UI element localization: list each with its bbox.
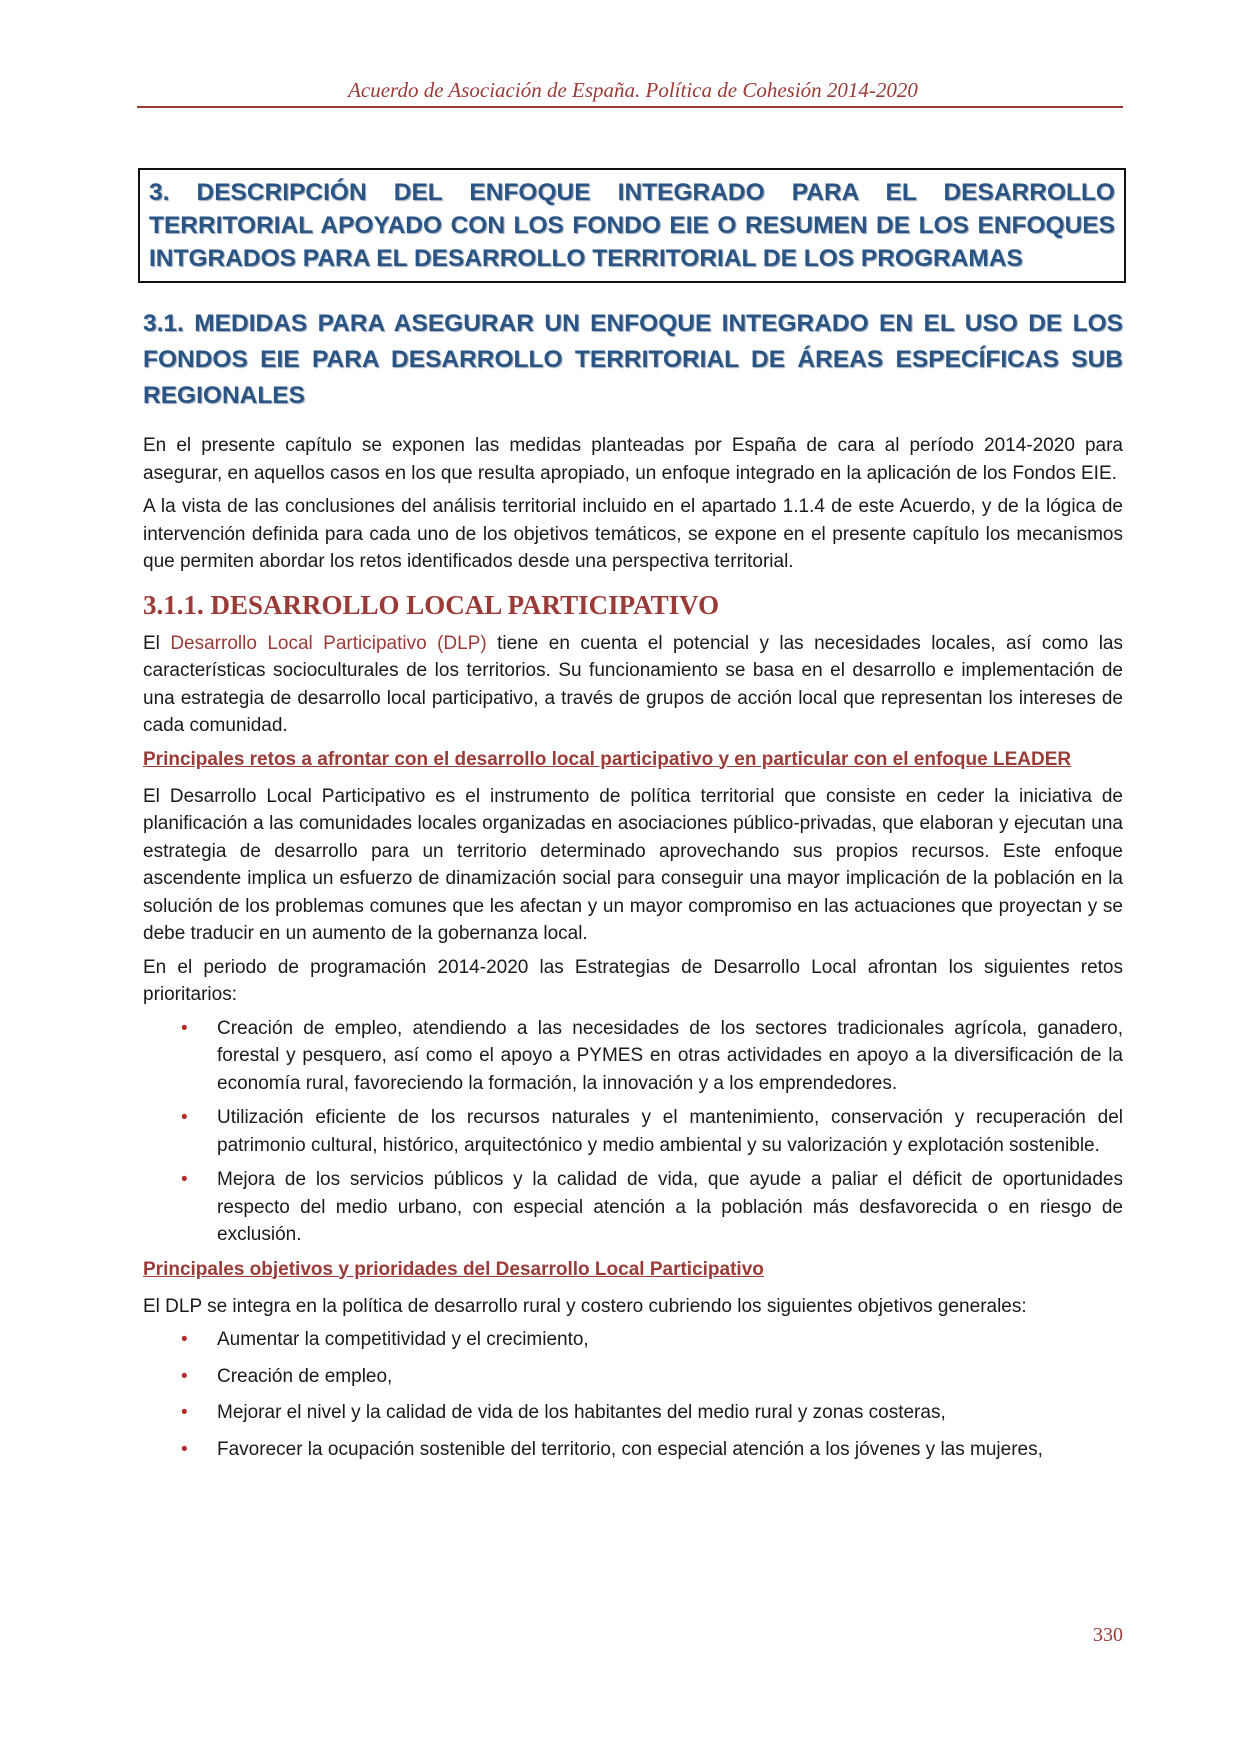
objetivos-heading: Principales objetivos y prioridades del Desarrollo Local Participativo (143, 1258, 764, 1280)
section-paragraph-1: En el presente capítulo se exponen las medidas planteadas por España de cara al período 2014-2020 para asegurar, en aquellos casos en los que resulta apropiado, un enfoque integrado en la aplicación de los Fondos EIE. (143, 435, 1123, 484)
objetivos-lead: El DLP se integra en la política de desarrollo rural y costero cubriendo los siguientes objetivos generales: (143, 1295, 1027, 1317)
retos-lead: En el periodo de programación 2014-2020 las Estrategias de Desarrollo Local afrontan los siguientes retos prioritarios: (143, 956, 1123, 1005)
intro-rest: tiene en cuenta el potencial y las necesidades locales, así como las características socioculturales de los territorios. Su funcionamiento se basa en el desarrollo e implementación de una estrategia de desarrollo local participativo, a través de grupos de acción local que representan los intereses de cada comunidad. (143, 632, 1123, 736)
list-item-text: Mejora de los servicios públicos y la calidad de vida, que ayude a paliar el déficit de oportunidades respecto del medio urbano, con especial atención a la población más desfavorecida o en riesgo de exclusión. (217, 1169, 1123, 1245)
retos-heading: Principales retos a afrontar con el desarrollo local participativo y en particular con el enfoque LEADER (143, 748, 1072, 770)
list-item (143, 1104, 1123, 1159)
list-item-text: Utilización eficiente de los recursos naturales y el mantenimiento, conservación y recuperación del patrimonio cultural, histórico, arquitectónico y medio ambiental y su valorización y explotación sostenible. (217, 1107, 1123, 1156)
header-rule (137, 106, 1123, 108)
bullet-icon: • (181, 1438, 188, 1460)
running-header: Acuerdo de Asociación de España. Política de Cohesión 2014-2020 (348, 78, 918, 102)
chapter-title: 3. DESCRIPCIÓN DEL ENFOQUE INTEGRADO PARA EL DESARROLLO TERRITORIAL APOYADO CON LOS FONDO EIE O RESUMEN DE LOS ENFOQUES INTGRADOS PARA EL DESARROLLO TERRITORIAL DE LOS PROGRAMAS (149, 179, 1115, 272)
intro-prefix: El (143, 632, 171, 654)
subsection-title: 3.1.1. DESARROLLO LOCAL PARTICIPATIVO (143, 589, 720, 620)
chapter-title-box (138, 168, 1126, 283)
list-item (143, 1166, 1123, 1249)
bullet-icon: • (181, 1017, 188, 1039)
dlp-term: Desarrollo Local Participativo (DLP) (170, 632, 487, 654)
bullet-icon: • (181, 1365, 188, 1387)
main-content (143, 432, 1123, 1472)
retos-paragraph: El Desarrollo Local Participativo es el instrumento de política territorial que consiste en ceder la iniciativa de planificación a las comunidades locales organizadas en asociaciones público-privadas, que elaboran y ejecutan una estrategia de desarrollo para un territorio determinado aprovechando sus propios recursos. Este enfoque ascendente implica un esfuerzo de dinamización social para conseguir una mayor implicación de la población en la solución de los problemas comunes que les afectan y un mayor compromiso en las actuaciones que proyectan y se debe traducir en un aumento de la gobernanza local. (143, 785, 1123, 944)
bullet-icon: • (181, 1107, 188, 1128)
list-item-text: Mejorar el nivel y la calidad de vida de los habitantes del medio rural y zonas costeras, (217, 1402, 946, 1423)
bullet-icon: • (181, 1402, 188, 1423)
list-item-text: Creación de empleo, (217, 1365, 393, 1387)
list-item-text: Creación de empleo, atendiendo a las necesidades de los sectores tradicionales agrícola, ganadero, forestal y pesquero, así como el apoyo a PYMES en otras actividades en apoyo a la diversificación de la economía rural, favoreciendo la formación, la innovación y a los emprendedores. (217, 1017, 1123, 1094)
bullet-icon: • (181, 1169, 188, 1190)
retos-list (143, 1015, 1123, 1249)
objetivos-list (143, 1326, 1123, 1463)
list-item (143, 1015, 1123, 1098)
section-title: 3.1. MEDIDAS PARA ASEGURAR UN ENFOQUE INTEGRADO EN EL USO DE LOS FONDOS EIE PARA DESARROLLO TERRITORIAL DE ÁREAS ESPECÍFICAS SUB REGIONALES (143, 310, 1123, 409)
page-number: 330 (1093, 1624, 1123, 1646)
section-paragraph-2: A la vista de las conclusiones del análisis territorial incluido en el apartado 1.1.4 de este Acuerdo, y de la lógica de intervención definida para cada uno de los objetivos temáticos, se expone en el presente capítulo los mecanismos que permiten abordar los retos identificados desde una perspectiva territorial. (143, 496, 1123, 572)
list-item (143, 1326, 1123, 1354)
document-page (143, 0, 1123, 1754)
list-item (143, 1399, 1123, 1427)
list-item-text: Favorecer la ocupación sostenible del territorio, con especial atención a los jóvenes y las mujeres, (217, 1438, 1043, 1460)
list-item (143, 1436, 1123, 1464)
list-item (143, 1363, 1123, 1391)
bullet-icon: • (181, 1329, 188, 1350)
list-item-text: Aumentar la competitividad y el crecimiento, (217, 1329, 589, 1350)
dlp-intro-paragraph (143, 630, 1123, 740)
